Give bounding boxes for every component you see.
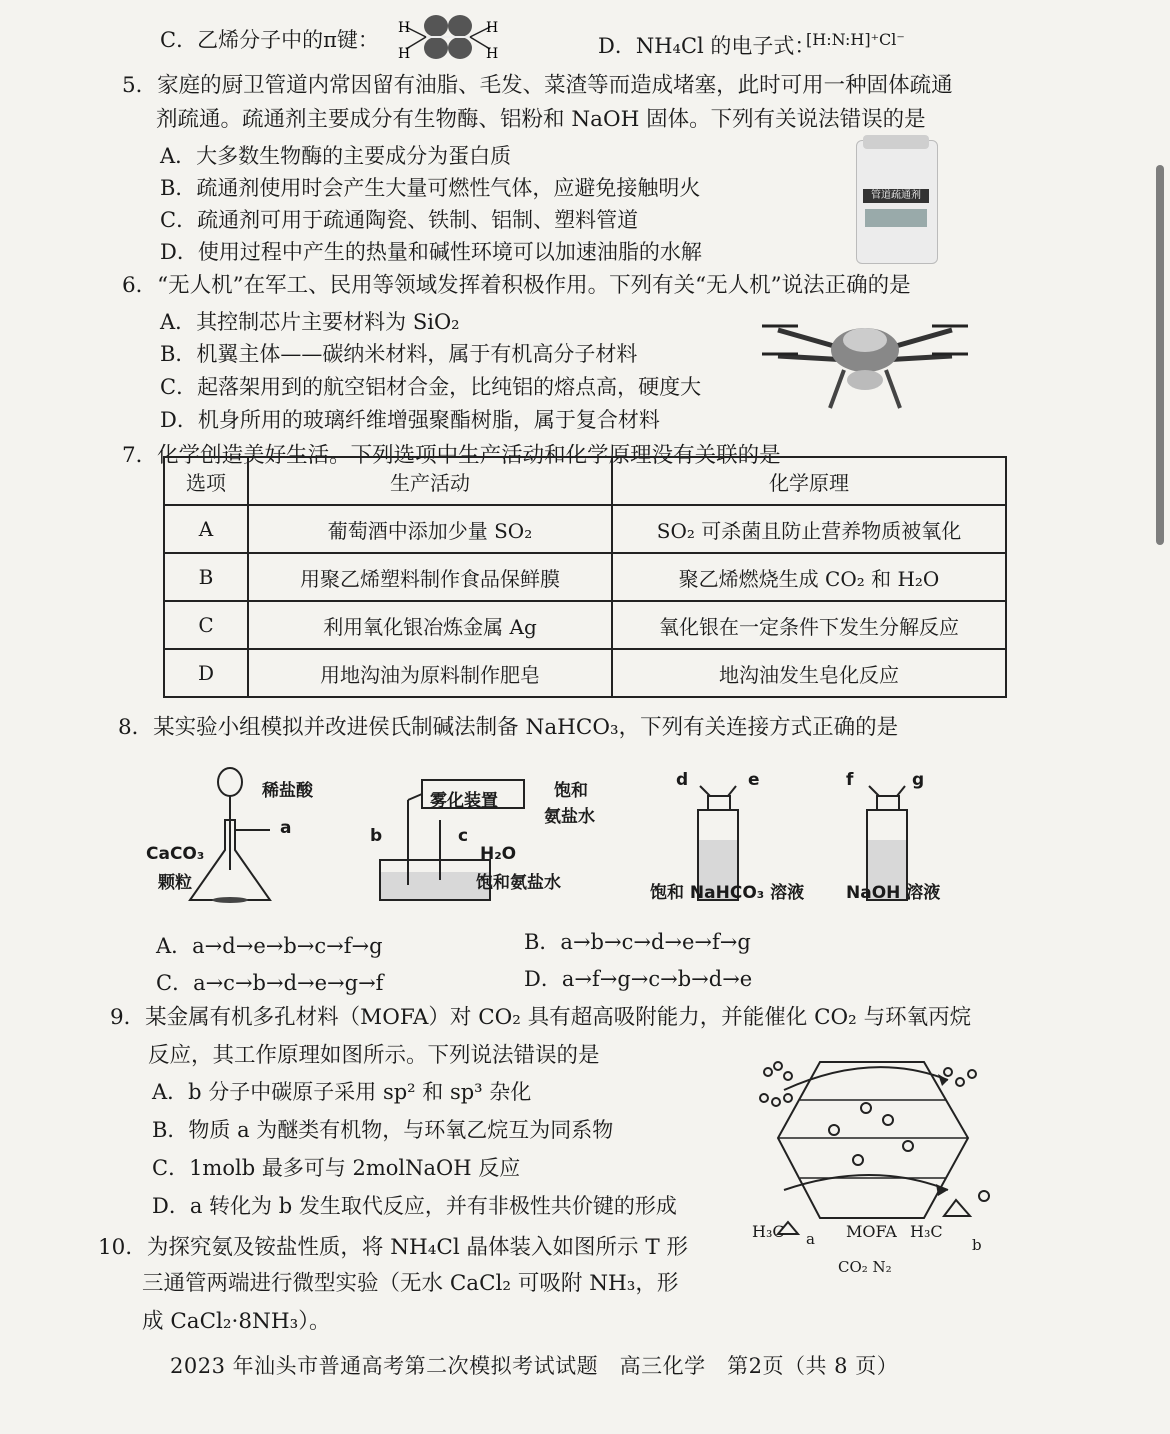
label-f: f	[846, 770, 854, 790]
table-cell: 氧化银在一定条件下发生分解反应	[612, 601, 1006, 649]
q6-option-b: B．机翼主体——碳纳米材料，属于有机高分子材料	[160, 342, 638, 366]
mofa-mechanism-figure	[748, 1050, 998, 1250]
nh4cl-electron-formula: [H:N:H]⁺Cl⁻	[806, 30, 905, 49]
q9-stem-line1: 9．某金属有机多孔材料（MOFA）对 CO₂ 具有超高吸附能力，并能催化 CO₂ 与环氧丙烷	[110, 1005, 972, 1030]
table-cell: 葡萄酒中添加少量 SO₂	[248, 505, 612, 553]
table-cell: A	[164, 505, 248, 553]
table-header: 生产活动	[248, 457, 612, 505]
legend-co2-n2: CO₂ N₂	[838, 1258, 892, 1276]
label-a: a	[280, 818, 292, 838]
q8-option-c: C．a→c→b→d→e→g→f	[156, 971, 384, 995]
label-b: b	[370, 826, 383, 846]
q10-stem-line2: 三通管两端进行微型实验（无水 CaCl₂ 可吸附 NH₃，形	[142, 1271, 679, 1296]
q6-option-c: C．起落架用到的航空铝材合金，比纯铝的熔点高，硬度大	[160, 375, 702, 399]
q9-option-d: D．a 转化为 b 发生取代反应，并有非极性共价键的形成	[152, 1194, 677, 1218]
q6-option-a: A．其控制芯片主要材料为 SiO₂	[160, 310, 460, 334]
label-saturated: 饱和	[554, 781, 588, 801]
table-row	[164, 649, 1006, 697]
table-cell: 用聚乙烯塑料制作食品保鲜膜	[248, 553, 612, 601]
q4-option-c: C．乙烯分子中的π键：	[160, 28, 379, 52]
label-ammonia-brine: 氨盐水	[544, 807, 595, 827]
q5-stem-line1: 5．家庭的厨卫管道内常因留有油脂、毛发、菜渣等而造成堵塞，此时可用一种固体疏通	[122, 73, 953, 98]
h-atom-4: H	[486, 46, 499, 62]
q9-option-a: A．b 分子中碳原子采用 sp² 和 sp³ 杂化	[152, 1080, 532, 1104]
label-dilute-hcl: 稀盐酸	[262, 781, 313, 801]
table-cell: SO₂ 可杀菌且防止营养物质被氧化	[612, 505, 1006, 553]
page-footer: 2023 年汕头市普通高考第二次模拟考试试题 高三化学 第2页（共 8 页）	[170, 1354, 899, 1378]
table-cell: 用地沟油为原料制作肥皂	[248, 649, 612, 697]
label-naoh-solution: NaOH 溶液	[846, 883, 941, 903]
table-row	[164, 553, 1006, 601]
q5-stem-line2: 剂疏通。疏通剂主要成分有生物酶、铝粉和 NaOH 固体。下列有关说法错误的是	[156, 107, 926, 132]
vertical-scrollbar[interactable]	[1156, 165, 1164, 545]
label-grain: 颗粒	[158, 873, 192, 893]
table-cell: D	[164, 649, 248, 697]
h-atom-1: H	[398, 20, 411, 36]
table-cell: 地沟油发生皂化反应	[612, 649, 1006, 697]
label-h2o: H₂O	[480, 844, 517, 864]
label-mofa: MOFA	[846, 1222, 897, 1241]
table-cell: 利用氧化银冶炼金属 Ag	[248, 601, 612, 649]
ethylene-pi-bond-figure	[396, 8, 500, 66]
table-row	[164, 505, 1006, 553]
table-header: 化学原理	[612, 457, 1006, 505]
q5-option-b: B．疏通剂使用时会产生大量可燃性气体，应避免接触明火	[160, 176, 701, 200]
q10-stem-line1: 10．为探究氨及铵盐性质，将 NH₄Cl 晶体装入如图所示 T 形	[98, 1235, 689, 1260]
drone-image	[758, 300, 972, 418]
h-atom-2: H	[398, 46, 411, 62]
label-g: g	[912, 770, 925, 790]
h-atom-3: H	[486, 20, 499, 36]
q5-option-a: A．大多数生物酶的主要成分为蛋白质	[160, 144, 512, 168]
label-saturated-ammonia-brine: 饱和氨盐水	[476, 873, 561, 893]
q8-option-d: D．a→f→g→c→b→d→e	[524, 967, 753, 991]
q8-option-a: A．a→d→e→b→c→f→g	[156, 934, 383, 958]
label-nahco3-solution: 饱和 NaHCO₃ 溶液	[650, 883, 805, 903]
label-e: e	[748, 770, 760, 790]
q10-stem-line3: 成 CaCl₂·8NH₃）。	[142, 1309, 331, 1334]
table-cell: B	[164, 553, 248, 601]
drain-cleaner-bottle-image	[856, 140, 938, 264]
q8-apparatus-figure	[140, 760, 940, 920]
bottle-label: 管道疏通剂	[863, 189, 929, 203]
label-h3c-a: H₃C	[752, 1222, 785, 1241]
q8-option-b: B．a→b→c→d→e→f→g	[524, 930, 751, 954]
q7-stem: 7．化学创造美好生活。下列选项中生产活动和化学原理没有关联的是	[122, 443, 781, 468]
label-b-molecule: b	[972, 1236, 982, 1254]
table-cell: C	[164, 601, 248, 649]
table-header-row	[164, 457, 1006, 505]
q5-option-d: D．使用过程中产生的热量和碱性环境可以加速油脂的水解	[160, 240, 702, 264]
q9-option-b: B．物质 a 为醚类有机物，与环氧乙烷互为同系物	[152, 1118, 614, 1142]
q9-stem-line2: 反应，其工作原理如图所示。下列说法错误的是	[148, 1043, 600, 1068]
label-caco3: CaCO₃	[146, 844, 205, 864]
q4-option-d: D．NH₄Cl 的电子式：	[598, 34, 816, 58]
label-a-molecule: a	[806, 1230, 815, 1248]
q9-option-c: C．1molb 最多可与 2molNaOH 反应	[152, 1156, 521, 1180]
q8-stem: 8．某实验小组模拟并改进侯氏制碱法制备 NaHCO₃，下列有关连接方式正确的是	[118, 715, 899, 740]
label-c: c	[458, 826, 469, 846]
label-h3c-b: H₃C	[910, 1222, 943, 1241]
table-cell: 聚乙烯燃烧生成 CO₂ 和 H₂O	[612, 553, 1006, 601]
q6-stem: 6．“无人机”在军工、民用等领域发挥着积极作用。下列有关“无人机”说法正确的是	[122, 273, 911, 298]
table-header: 选项	[164, 457, 248, 505]
q7-table	[163, 456, 1007, 698]
q6-option-d: D．机身所用的玻璃纤维增强聚酯树脂，属于复合材料	[160, 408, 660, 432]
q5-option-c: C．疏通剂可用于疏通陶瓷、铁制、铝制、塑料管道	[160, 208, 639, 232]
label-atomizer: 雾化装置	[430, 791, 498, 811]
table-row	[164, 601, 1006, 649]
label-d: d	[676, 770, 689, 790]
